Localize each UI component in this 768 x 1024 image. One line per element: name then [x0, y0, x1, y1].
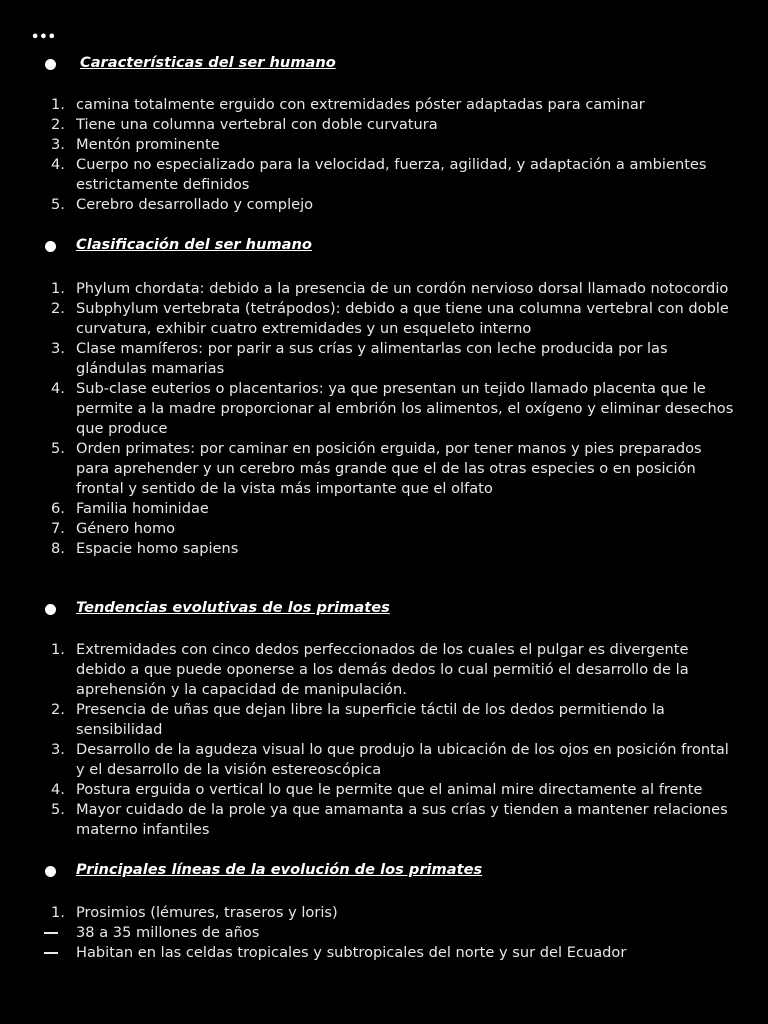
item-text: 38 a 35 millones de años — [76, 924, 260, 941]
bullet-icon — [45, 604, 56, 615]
section-heading-row — [0, 236, 768, 256]
list-item — [0, 439, 768, 499]
list-caracteristicas — [0, 95, 768, 215]
list-item — [0, 519, 768, 539]
list-principales-lineas — [0, 903, 768, 963]
item-number: 5. — [51, 440, 65, 457]
list-item — [0, 780, 768, 800]
item-number: 3. — [51, 340, 65, 357]
dash-bullet-icon — [44, 952, 58, 954]
bullet-icon — [45, 241, 56, 252]
list-item — [0, 640, 768, 700]
list-item — [0, 195, 768, 215]
item-number: 4. — [51, 156, 65, 173]
item-number: 4. — [51, 380, 65, 397]
item-text: Cuerpo no especializado para la velocidad, fuerza, agilidad, y adaptación a ambientes estrictamente definidos — [76, 156, 707, 193]
section-tendencias — [0, 599, 768, 619]
item-number: 8. — [51, 540, 65, 557]
item-number: 3. — [51, 741, 65, 758]
item-text: Familia hominidae — [76, 500, 209, 517]
item-number: 1. — [51, 96, 65, 113]
list-item — [0, 299, 768, 339]
item-text: Género homo — [76, 520, 176, 537]
section-caracteristicas — [0, 54, 768, 74]
list-item — [0, 740, 768, 780]
section-heading: Clasificación del ser humano — [76, 236, 312, 253]
list-item — [0, 700, 768, 740]
list-clasificacion — [0, 279, 768, 559]
item-number: 4. — [51, 781, 65, 798]
list-item — [0, 155, 768, 195]
bullet-icon — [45, 59, 56, 70]
list-item — [0, 115, 768, 135]
dash-bullet-icon — [44, 932, 58, 934]
item-number: 1. — [51, 641, 65, 658]
item-number: 5. — [51, 801, 65, 818]
item-text: Sub-clase euterios o placentarios: ya que presentan un tejido llamado placenta que le permite a la madre proporcionar al embrión los alimentos, el oxígeno y eliminar desechos que produce — [76, 380, 734, 437]
item-number: 1. — [51, 280, 65, 297]
item-text: Tiene una columna vertebral con doble curvatura — [76, 116, 438, 133]
item-text: Clase mamíferos: por parir a sus crías y alimentarlas con leche producida por las glándulas mamarias — [76, 340, 668, 377]
section-heading: Tendencias evolutivas de los primates — [76, 599, 390, 616]
section-heading-row — [0, 599, 768, 619]
list-item — [0, 95, 768, 115]
item-number: 3. — [51, 136, 65, 153]
list-item — [0, 339, 768, 379]
section-heading: Características del ser humano — [80, 54, 336, 71]
item-text: Mentón prominente — [76, 136, 220, 153]
item-number: 2. — [51, 701, 65, 718]
bullet-icon — [45, 866, 56, 877]
list-item — [0, 539, 768, 559]
item-text: Cerebro desarrollado y complejo — [76, 196, 314, 213]
list-item — [0, 279, 768, 299]
section-clasificacion — [0, 236, 768, 256]
item-text: Presencia de uñas que dejan libre la superficie táctil de los dedos permitiendo la sensibilidad — [76, 701, 665, 738]
item-text: camina totalmente erguido con extremidades póster adaptadas para caminar — [76, 96, 645, 113]
item-number: 5. — [51, 196, 65, 213]
item-text: Subphylum vertebrata (tetrápodos): debido a que tiene una columna vertebral con doble curvatura, exhibir cuatro extremidades y un esqueleto interno — [76, 300, 729, 337]
item-text: Espacie homo sapiens — [76, 540, 239, 557]
list-item — [0, 943, 768, 963]
item-number: 6. — [51, 500, 65, 517]
item-number: 7. — [51, 520, 65, 537]
list-item — [0, 903, 768, 923]
item-text: Desarrollo de la agudeza visual lo que produjo la ubicación de los ojos en posición frontal y el desarrollo de la visión estereoscópica — [76, 741, 729, 778]
list-item — [0, 379, 768, 439]
list-item — [0, 923, 768, 943]
item-number: 2. — [51, 116, 65, 133]
item-number: 1. — [51, 904, 65, 921]
item-text: Prosimios (lémures, traseros y loris) — [76, 904, 338, 921]
item-text: Postura erguida o vertical lo que le permite que el animal mire directamente al frente — [76, 781, 703, 798]
item-text: Mayor cuidado de la prole ya que amamanta a sus crías y tienden a mantener relaciones materno infantiles — [76, 801, 728, 838]
section-heading: Principales líneas de la evolución de los primates — [76, 861, 483, 878]
more-dots-icon[interactable]: ••• — [31, 30, 56, 45]
list-item — [0, 499, 768, 519]
list-item — [0, 135, 768, 155]
section-principales-lineas — [0, 861, 768, 881]
item-text: Phylum chordata: debido a la presencia de un cordón nervioso dorsal llamado notocordio — [76, 280, 729, 297]
section-heading-row — [0, 861, 768, 881]
list-tendencias — [0, 640, 768, 840]
item-text: Extremidades con cinco dedos perfeccionados de los cuales el pulgar es divergente debido a que puede oponerse a los demás dedos lo cual permitió el desarrollo de la aprehensión y la capacidad de manipulación. — [76, 641, 689, 698]
item-text: Orden primates: por caminar en posición erguida, por tener manos y pies preparados para aprehender y un cerebro más grande que el de las otras especies o en posición frontal y sentido de la vista más importante que el olfato — [76, 440, 702, 497]
section-heading-row — [0, 54, 768, 74]
item-text: Habitan en las celdas tropicales y subtropicales del norte y sur del Ecuador — [76, 944, 627, 961]
list-item — [0, 800, 768, 840]
item-number: 2. — [51, 300, 65, 317]
